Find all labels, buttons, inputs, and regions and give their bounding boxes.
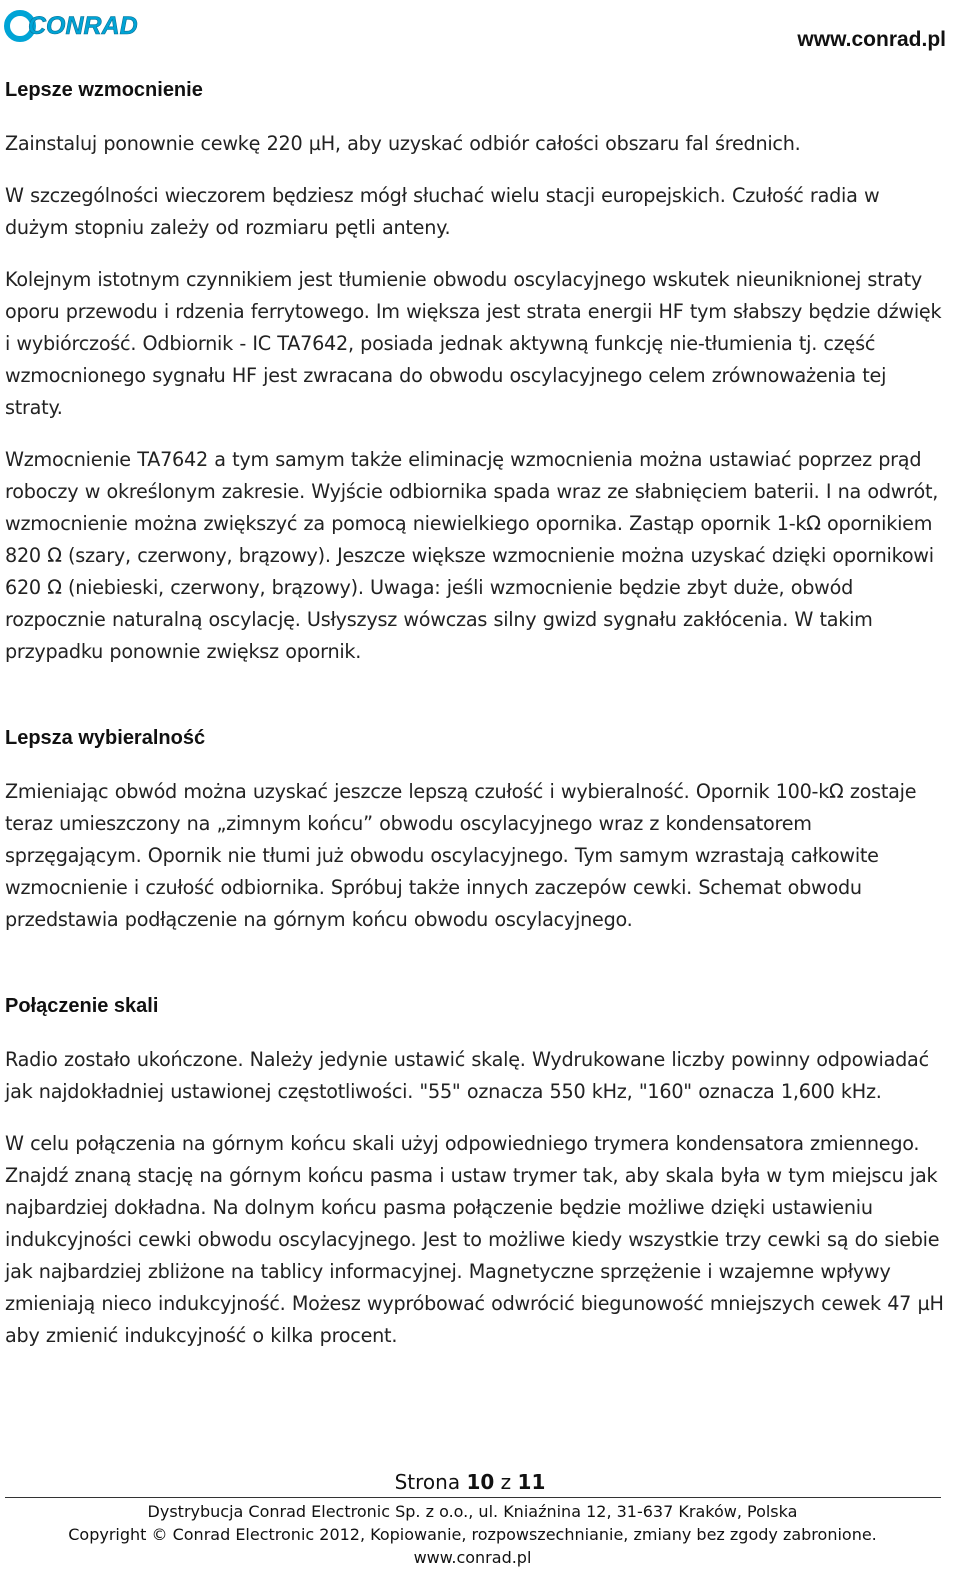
conrad-logo [4,4,154,44]
paragraph: Radio zostało ukończone. Należy jedynie ustawić skalę. Wydrukowane liczby powinny odpowiadać jak najdokładniej ustawionej częstotliwości. "55" oznacza 550 kHz, "160" oznacza 1,600 kHz. [5,1048,929,1103]
page-prefix: Strona [394,1470,461,1494]
section-heading: Lepsza wybieralność [5,727,206,749]
page-current: 10 [466,1470,495,1494]
footer-copyright: Copyright © Conrad Electronic 2012, Kopiowanie, rozpowszechnianie, zmiany bez zgody zabronione. [68,1525,877,1544]
section-polaczenie-skali [5,988,945,1352]
document-body [5,72,945,1352]
footer-address: Dystrybucja Conrad Electronic Sp. z o.o., ul. Kniaźnina 12, 31-637 Kraków, Polska [147,1502,798,1521]
logo-text: CONRAD [28,12,138,40]
paragraph: W szczególności wieczorem będziesz mógł słuchać wielu stacji europejskich. Czułość radia w dużym stopniu zależy od rozmiaru pętli anteny. [5,184,880,239]
paragraph: Zainstaluj ponownie cewkę 220 µH, aby uzyskać odbiór całości obszaru fal średnich. [5,132,801,155]
page-number [0,1470,940,1494]
page-total: 11 [517,1470,546,1494]
footer-divider [5,1497,941,1498]
footer [0,1500,945,1569]
paragraph: Wzmocnienie TA7642 a tym samym także eliminację wzmocnienia można ustawiać poprzez prąd roboczy w określonym zakresie. Wyjście odbiornika spada wraz ze słabnięciem baterii. I na odwrót, wzmocnienie można zwiększyć za pomocą niewielkiego opornika. Zastąp opornik 1-kΩ opornikiem 820 Ω (szary, czerwony, brązowy). Jeszcze większe wzmocnienie można uzyskać dzięki opornikowi 620 Ω (niebieski, czerwony, brązowy). Uwaga: jeśli wzmocnienie będzie zbyt duże, obwód rozpocznie naturalną oscylację. Usłyszysz wówczas silny gwizd sygnału zakłócenia. W takim przypadku ponownie zwiększ opornik. [5,448,939,663]
site-url: www.conrad.pl [797,28,946,51]
section-heading: Lepsze wzmocnienie [5,79,203,101]
paragraph: Zmieniając obwód można uzyskać jeszcze lepszą czułość i wybieralność. Opornik 100-kΩ zostaje teraz umieszczony na „zimnym końcu” obwodu oscylacyjnego wraz z kondensatorem sprzęgającym. Opornik nie tłumi już obwodu oscylacyjnego. Tym samym wzrastają całkowite wzmocnienie i czułość odbiornika. Spróbuj także innych zaczepów cewki. Schemat obwodu przedstawia podłączenie na górnym końcu obwodu oscylacyjnego. [5,780,917,931]
section-lepsza-wybieralnosc [5,720,945,936]
section-heading: Połączenie skali [5,995,159,1017]
paragraph: Kolejnym istotnym czynnikiem jest tłumienie obwodu oscylacyjnego wskutek nieuniknionej straty oporu przewodu i rdzenia ferrytowego. Im większa jest strata energii HF tym słabszy będzie dźwięk i wybiórczość. Odbiornik - IC TA7642, posiada jednak aktywną funkcję nie-tłumienia tj. część wzmocnionego sygnału HF jest zwracana do obwodu oscylacyjnego celem zrównoważenia tej straty. [5,268,942,419]
page-separator: z [500,1470,512,1494]
footer-url: www.conrad.pl [413,1548,532,1567]
paragraph: W celu połączenia na górnym końcu skali użyj odpowiedniego trymera kondensatora zmiennego. Znajdź znaną stację na górnym końcu pasma i ustaw trymer tak, aby skala była w tym miejscu jak najbardziej dokładna. Na dolnym końcu pasma połączenie będzie możliwe dzięki ustawieniu indukcyjności cewki obwodu oscylacyjnego. Jest to możliwe kiedy wszystkie trzy cewki są do siebie jak najbardziej zbliżone na tablicy informacyjnej. Magnetyczne sprzężenie i wzajemne wpływy zmieniają nieco indukcyjność. Możesz wypróbować odwrócić biegunowość mniejszych cewek 47 µH aby zmienić indukcyjność o kilka procent. [5,1132,944,1347]
section-lepsze-wzmocnienie [5,72,945,668]
